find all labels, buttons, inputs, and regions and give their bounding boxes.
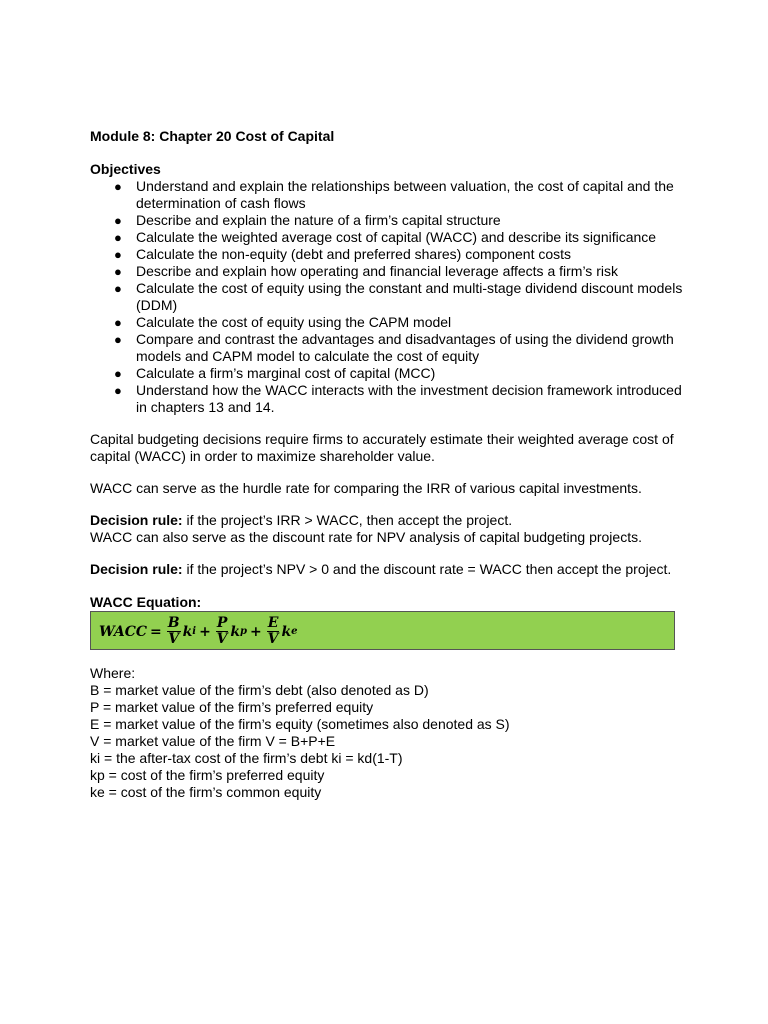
list-item: ● Understand how the WACC interacts with the investment decision framework introduced in chapters 13 and 14. [114, 382, 682, 415]
bullet-icon: ● [114, 213, 122, 228]
list-item: ● Understand and explain the relationships between valuation, the cost of capital and the determination of cash flows [114, 178, 674, 211]
page-title: Module 8: Chapter 20 Cost of Capital [90, 128, 335, 144]
definition-line: kp = cost of the firm’s preferred equity [90, 767, 325, 783]
wacc-heading: WACC Equation: [90, 594, 202, 610]
where-label: Where: [90, 665, 136, 681]
definition-line: ki = the after-tax cost of the firm’s debt ki = kd(1-T) [90, 750, 403, 766]
list-item: ● Calculate the cost of equity using the constant and multi-stage dividend discount models (DDM) [114, 280, 683, 313]
list-item: ● Describe and explain the nature of a firm’s capital structure [114, 212, 501, 228]
definition-line: P = market value of the firm’s preferred equity [90, 699, 374, 715]
bullet-icon: ● [114, 264, 122, 279]
intro-paragraph: Capital budgeting decisions require firms to accurately estimate their weighted average cost of capital (WACC) in order to maximize shareholder value. [90, 431, 674, 464]
list-item: ● Calculate the cost of equity using the CAPM model [114, 314, 452, 330]
wacc-equation-box [90, 611, 675, 650]
list-item: ● Describe and explain how operating and financial leverage affects a firm’s risk [114, 263, 618, 279]
decision-rule-label: Decision rule: [90, 561, 183, 577]
bullet-icon: ● [114, 383, 122, 398]
objectives-heading: Objectives [90, 161, 161, 177]
definition-line: ke = cost of the firm’s common equity [90, 784, 322, 800]
list-item: ● Calculate a firm’s marginal cost of capital (MCC) [114, 365, 436, 381]
list-item: ● Calculate the non-equity (debt and preferred shares) component costs [114, 246, 572, 262]
definition-line: V = market value of the firm V = B+P+E [90, 733, 336, 749]
fraction-b-over-v: $\frac{B}{V}$ [167, 615, 180, 647]
fraction-p-over-v: $\frac{P}{V}$ [216, 615, 228, 647]
discount-rate-paragraph: WACC can also serve as the discount rate for NPV analysis of capital budgeting projects. [90, 529, 642, 545]
list-item: ● Calculate the weighted average cost of capital (WACC) and describe its significance [114, 229, 657, 245]
fraction-e-over-v: $\frac{E}{V}$ [267, 615, 279, 647]
bullet-icon: ● [114, 332, 122, 347]
wacc-equation: WACC = $\frac{B}{V}$ k i + $\frac{P}{V}$ k p + $\frac{E}{V}$ k e [99, 615, 298, 647]
document-page [90, 128, 690, 801]
bullet-icon: ● [114, 247, 122, 262]
bullet-icon: ● [114, 179, 122, 194]
decision-rule-npv: Decision rule: if the project’s NPV > 0 and the discount rate = WACC then accept the project. [90, 561, 672, 577]
hurdle-paragraph: WACC can serve as the hurdle rate for comparing the IRR of various capital investments. [90, 480, 642, 496]
definition-line: B = market value of the firm’s debt (also denoted as D) [90, 682, 429, 698]
decision-rule-label: Decision rule: [90, 512, 183, 528]
definition-line: E = market value of the firm’s equity (sometimes also denoted as S) [90, 716, 510, 732]
bullet-icon: ● [114, 230, 122, 245]
bullet-icon: ● [114, 315, 122, 330]
list-item: ● Compare and contrast the advantages and disadvantages of using the dividend growth models and CAPM model to calculate the cost of equity [114, 331, 674, 364]
bullet-icon: ● [114, 366, 122, 381]
decision-rule-irr: Decision rule: if the project’s IRR > WACC, then accept the project. [90, 512, 513, 528]
objectives-list [90, 178, 690, 416]
bullet-icon: ● [114, 281, 122, 296]
